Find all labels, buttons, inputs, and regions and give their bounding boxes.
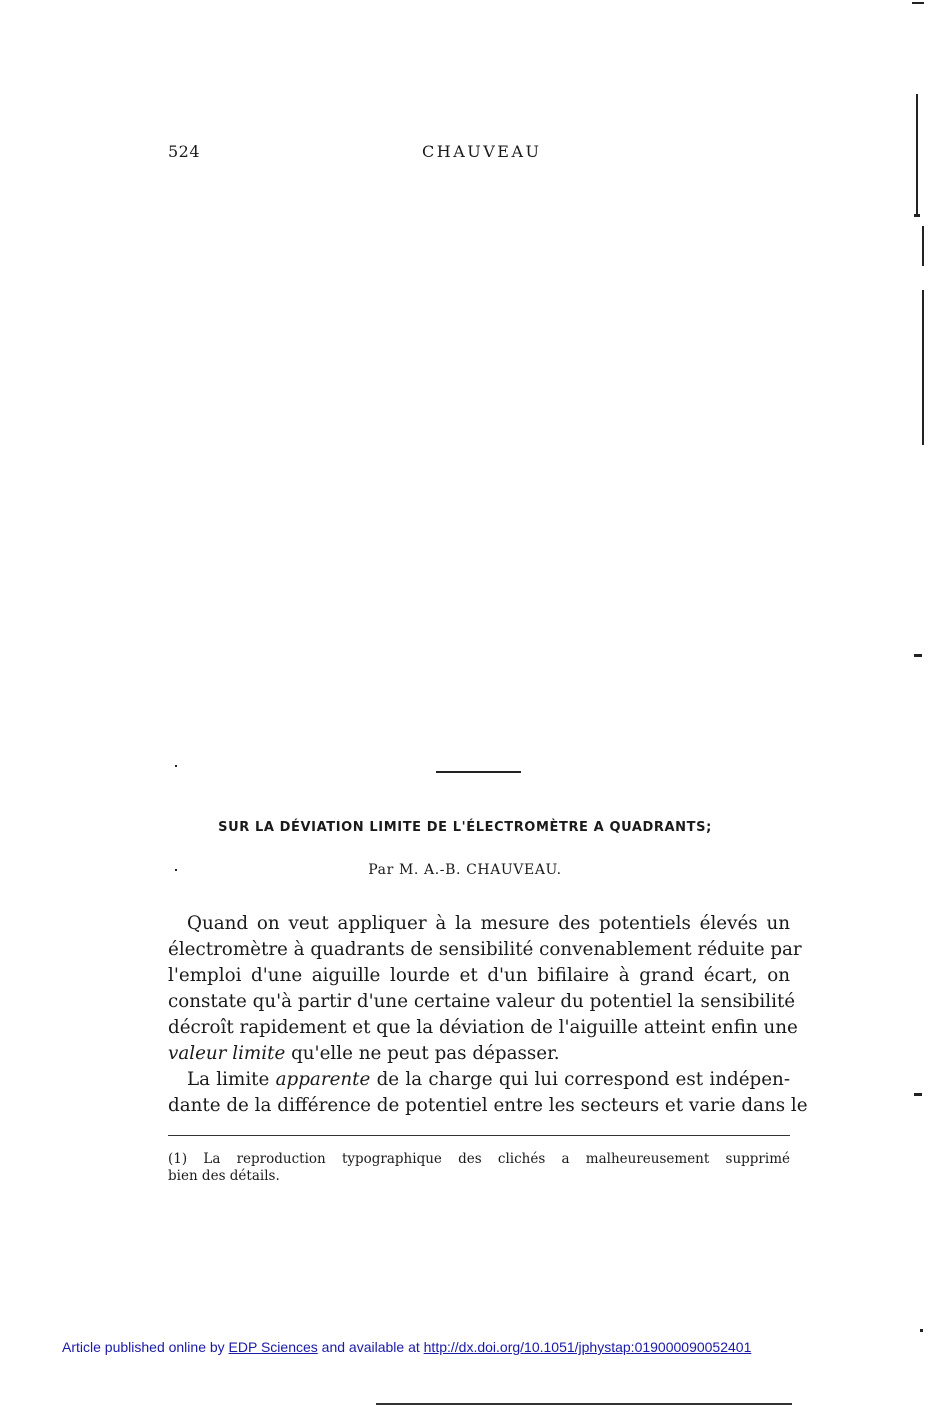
scan-mark [916,94,918,214]
body-line: constate qu'à partir d'une certaine valeur du potentiel la sensibilité [168,991,796,1012]
footnote-line [168,1151,790,1168]
body-line: l'emploi d'une aiguille lourde et d'un bifilaire à grand écart, on [168,965,790,986]
footnote-rule [168,1135,790,1136]
emphasis-text: valeur limite [168,1043,286,1064]
scan-mark [914,214,920,217]
body-line [168,1067,790,1093]
page-number: 524 [168,142,201,161]
body-line: électromètre à quadrants de sensibilité convenablement réduite par [168,939,802,960]
scan-mark [914,1093,922,1096]
footnote-text: La reproduction typographique des clichés a malheureusement supprimé [187,1151,790,1167]
scan-mark [922,226,924,266]
scan-mark [922,290,924,445]
body-text: qu'elle ne peut pas dépasser. [285,1043,560,1064]
doi-link[interactable]: http://dx.doi.org/10.1051/jphystap:019000090052401 [423,1339,752,1355]
emphasis-text: apparente [275,1069,371,1090]
body-line: dante de la différence de potentiel entre les secteurs et varie dans le [168,1095,808,1116]
article-byline: Par M. A.-B. CHAUVEAU. [368,862,562,878]
body-text: La limite [187,1069,276,1090]
body-line [168,1041,790,1067]
publisher-link[interactable]: EDP Sciences [228,1339,318,1355]
footnote-marker: (1) [168,1151,188,1167]
bottom-rule [376,1403,792,1405]
running-title: CHAUVEAU [422,142,542,161]
scan-mark [914,654,922,657]
body-line: décroît rapidement et que la déviation de l'aiguille atteint enfin une [168,1017,798,1038]
footnote-line: bien des détails. [168,1168,280,1184]
publisher-notice [62,1339,751,1355]
article-title: SUR LA DÉVIATION LIMITE DE L'ÉLECTROMÈTRE A QUADRANTS; [218,820,712,835]
body-line: Quand on veut appliquer à la mesure des potentiels élevés un [187,913,790,934]
scan-mark [175,765,177,767]
scan-mark [920,1329,923,1332]
body-text: de la charge qui lui correspond est indépen- [370,1069,790,1090]
notice-text: Article published online by [62,1339,229,1355]
scan-mark [912,2,924,4]
notice-text: and available at [317,1339,424,1355]
section-separator-rule [436,771,521,773]
